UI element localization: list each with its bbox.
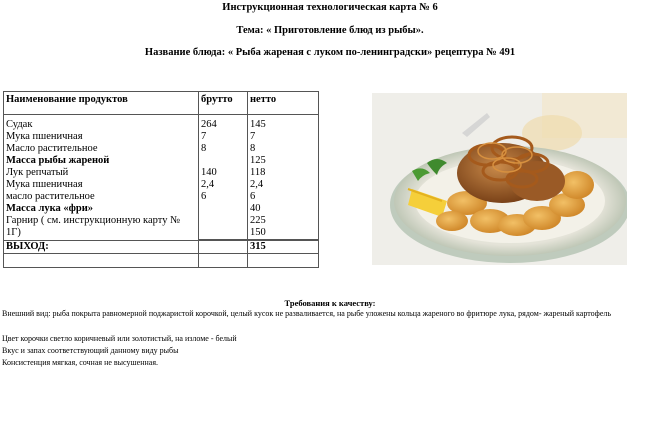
column-header-netto: нетто [248, 92, 319, 115]
fried-fish-plate-illustration [372, 93, 627, 265]
table-row [4, 179, 319, 191]
table-row [4, 119, 319, 131]
product-name: Масло растительное [4, 143, 199, 155]
netto-value: 118 [250, 167, 266, 178]
column-header-brutto: брутто [199, 92, 248, 115]
product-name: Гарнир ( см. инструкционную карту № [4, 215, 199, 227]
netto-value: 125 [250, 155, 266, 166]
brutto-value [199, 155, 248, 167]
product-name: Лук репчатый [4, 167, 199, 179]
netto-value: 150 [250, 227, 266, 238]
netto-value: 40 [250, 203, 261, 214]
brutto-value: 6 [199, 191, 248, 203]
netto-value: 2,4 [250, 179, 264, 190]
brutto-value [199, 215, 248, 227]
brutto-value: 7 [199, 131, 248, 143]
requirement-texture: Консистенция мягкая, сочная не высушенная. [2, 358, 159, 367]
netto-value: 8 [250, 143, 256, 154]
netto-value: 6 [250, 191, 256, 202]
table-row [4, 227, 319, 240]
dish-title: Название блюда: « Рыба жареная с луком по-ленинградски» рецептура № 491 [144, 47, 516, 58]
brutto-value [199, 227, 248, 240]
total-label: ВЫХОД: [4, 240, 199, 254]
total-netto-value: 315 [248, 240, 319, 254]
product-name: Мука пшеничная [4, 131, 199, 143]
brutto-value: 8 [199, 143, 248, 155]
table-row [4, 167, 319, 179]
requirement-appearance: Внешний вид: рыба покрыта равномерной поджаристой корочкой, целый кусок не разваливается, на рыбе уложены кольца жареного во фритюре лука, рядом- жареный картофель [2, 309, 612, 318]
product-name: Масса рыбы жареной [4, 155, 199, 167]
product-name: Судак [4, 119, 199, 131]
requirement-taste: Вкус и запах соответствующий данному виду рыбы [2, 346, 179, 355]
product-name: масло растительное [4, 191, 199, 203]
brutto-value [199, 203, 248, 215]
card-title: Инструкционная технологическая карта № 6 [222, 2, 438, 13]
table-header-row [4, 92, 319, 115]
netto-value: 7 [250, 131, 256, 142]
table-row [4, 143, 319, 155]
total-row [4, 240, 319, 254]
table-row [4, 203, 319, 215]
table-row [4, 131, 319, 143]
netto-value: 145 [250, 119, 266, 130]
column-header-product: Наименование продуктов [4, 92, 199, 115]
brutto-value: 2,4 [199, 179, 248, 191]
product-name: 1Г) [4, 227, 199, 240]
brutto-value: 140 [199, 167, 248, 179]
table-row [4, 215, 319, 227]
requirements-title: Требования к качеству: [284, 298, 376, 308]
recipe-table [3, 91, 319, 268]
netto-value: 225 [250, 215, 266, 226]
product-name: Масса лука «фри» [4, 203, 199, 215]
brutto-value: 264 [199, 119, 248, 131]
dish-photo [372, 93, 627, 265]
topic-title: Тема: « Приготовление блюд из рыбы». [236, 25, 424, 36]
requirement-color: Цвет корочки светло коричневый или золотистый, на изломе - белый [2, 334, 237, 343]
product-name: Мука пшеничная [4, 179, 199, 191]
table-row [4, 191, 319, 203]
table-row [4, 155, 319, 167]
